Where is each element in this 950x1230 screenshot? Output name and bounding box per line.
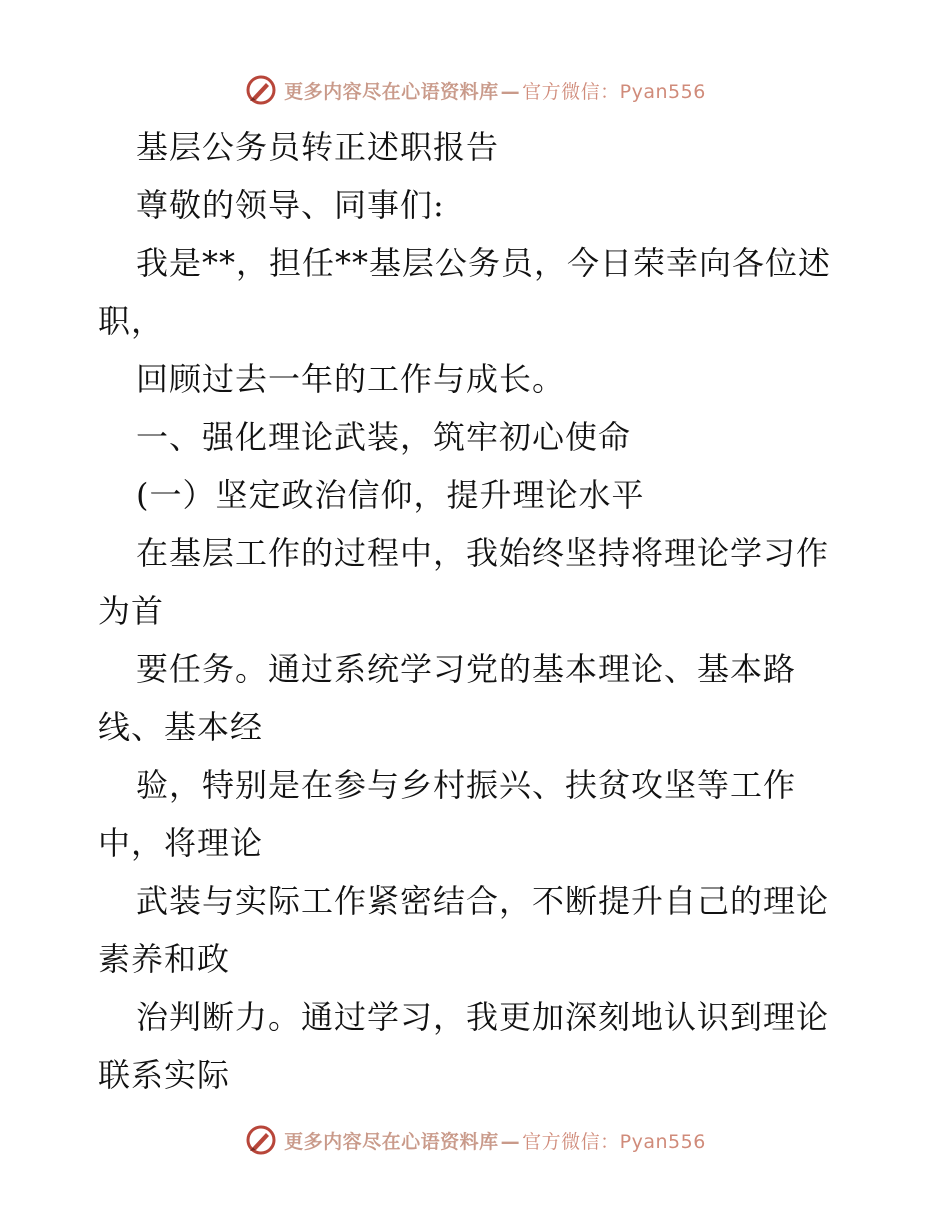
doc-line: 线、基本经 (98, 708, 264, 746)
header-banner (0, 68, 950, 112)
banner-separator: — (500, 1130, 521, 1153)
footer-banner (0, 1118, 950, 1162)
doc-line: 职， (98, 302, 165, 340)
section-heading: 一、强化理论武装，筑牢初心使命 (136, 418, 632, 456)
banner-title: 更多内容尽在心语资料库 (284, 80, 499, 103)
banner-text (284, 77, 706, 104)
banner-text (284, 1127, 706, 1154)
banner-title: 更多内容尽在心语资料库 (284, 1130, 499, 1153)
doc-line: 要任务。通过系统学习党的基本理论、基本路 (136, 650, 797, 688)
doc-line: 验，特别是在参与乡村振兴、扶贫攻坚等工作 (136, 766, 797, 804)
banner-separator: — (500, 80, 521, 103)
doc-line: 为首 (98, 592, 165, 630)
doc-line: 治判断力。通过学习，我更加深刻地认识到理论 (136, 998, 830, 1036)
pen-logo-icon (244, 1123, 278, 1157)
document-body (98, 118, 858, 1104)
doc-title: 基层公务员转正述职报告 (136, 128, 500, 166)
doc-line: 武装与实际工作紧密结合，不断提升自己的理论 (136, 882, 830, 920)
pen-logo-icon (244, 73, 278, 107)
doc-line: 素养和政 (98, 940, 231, 978)
doc-line: 在基层工作的过程中，我始终坚持将理论学习作 (136, 534, 830, 572)
banner-wechat: 官方微信：Pyan556 (522, 80, 706, 103)
doc-salutation: 尊敬的领导、同事们: (136, 186, 445, 224)
doc-line: 我是**，担任**基层公务员，今日荣幸向各位述 (136, 244, 832, 282)
subsection-heading: (一）坚定政治信仰，提升理论水平 (136, 476, 645, 514)
doc-line: 联系实际 (98, 1056, 231, 1094)
banner-wechat: 官方微信：Pyan556 (522, 1130, 706, 1153)
doc-line: 回顾过去一年的工作与成长。 (136, 360, 566, 398)
doc-line: 中，将理论 (98, 824, 264, 862)
